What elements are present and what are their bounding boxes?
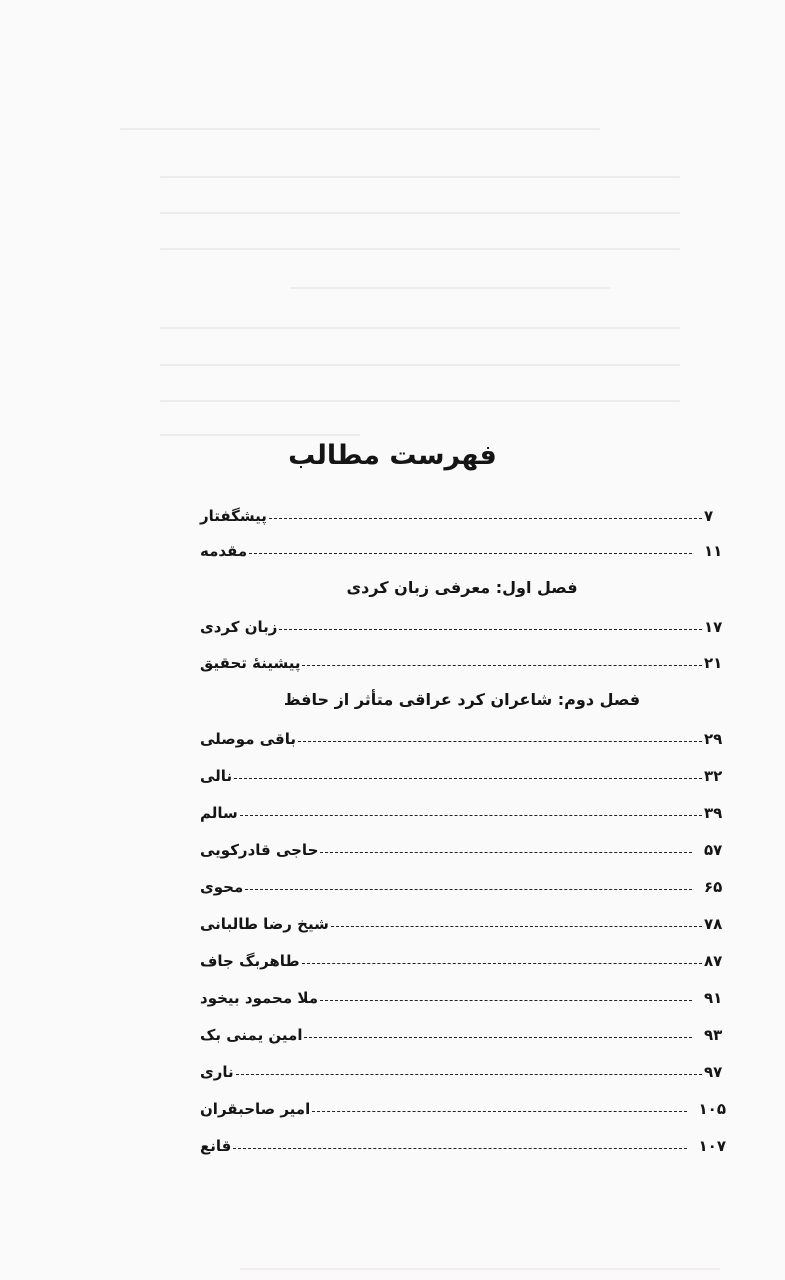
toc-entry-label: ناری xyxy=(200,1063,234,1081)
toc-entry-page: ۹۳ xyxy=(704,1026,723,1044)
toc-entry-label: امیر صاحبقران xyxy=(200,1100,311,1118)
toc-entry-page: ۳۲ xyxy=(704,767,723,785)
bleed-through-line xyxy=(160,212,680,214)
toc-entry-label: پیشگفتار xyxy=(200,507,267,525)
bleed-through-line xyxy=(290,287,610,289)
toc-entry-label: باقی موصلی xyxy=(200,730,296,748)
toc-entry-label: طاهربگ جاف xyxy=(200,952,300,970)
toc-entry xyxy=(198,945,726,977)
dotted-leader xyxy=(245,889,692,890)
toc-entry-page: ۱۷ xyxy=(704,618,723,636)
dotted-leader xyxy=(279,629,702,630)
toc-entry-page: ۷۸ xyxy=(704,915,723,933)
bleed-through-line xyxy=(160,176,680,178)
toc-entry-page: ۵۷ xyxy=(704,841,723,859)
toc-entry-page: ۲۱ xyxy=(704,654,723,672)
toc-entry xyxy=(198,1093,726,1125)
toc-entry-page: ۸۷ xyxy=(704,952,723,970)
toc-entry-page: ۹۱ xyxy=(704,989,723,1007)
toc-entry xyxy=(198,871,726,903)
dotted-leader xyxy=(331,926,702,927)
toc-entry-label: شیخ رضا طالبانی xyxy=(200,915,329,933)
toc-entry-label: قانع xyxy=(200,1137,232,1155)
toc-entry xyxy=(198,834,726,866)
dotted-leader xyxy=(249,553,692,554)
page-title: فهرست مطالب xyxy=(288,440,497,471)
toc-entry-page: ۳۹ xyxy=(704,804,723,822)
bleed-through-line xyxy=(120,128,600,130)
toc-entry xyxy=(198,647,726,679)
toc-entry xyxy=(198,982,726,1014)
toc-entry-page: ۲۹ xyxy=(704,730,723,748)
dotted-leader xyxy=(302,963,702,964)
bleed-through-line xyxy=(240,1268,720,1270)
toc-entry xyxy=(198,611,726,643)
bleed-through-line xyxy=(160,364,680,366)
dotted-leader xyxy=(298,741,702,742)
toc-entry xyxy=(198,723,726,755)
bleed-through-line xyxy=(160,434,360,436)
bleed-through-line xyxy=(160,327,680,329)
dotted-leader xyxy=(234,778,702,779)
dotted-leader xyxy=(302,665,702,666)
toc-entry-label: مقدمه xyxy=(200,542,248,560)
toc-entry xyxy=(198,1019,726,1051)
toc-entry-page: ۹۷ xyxy=(704,1063,723,1081)
toc-entry xyxy=(198,1130,726,1162)
toc-entry xyxy=(198,760,726,792)
toc-entry-label: محوی xyxy=(200,878,244,896)
toc-entry xyxy=(198,500,726,532)
toc-entry-page: ۱۰۷ xyxy=(698,1137,726,1155)
toc-entry-label: امین یمنی بک xyxy=(200,1026,303,1044)
toc-entry-page: ۱۱ xyxy=(704,542,723,560)
toc-entry xyxy=(198,535,726,567)
chapter-heading: فصل اول: معرفی زبان کردی xyxy=(346,578,578,597)
toc-entry-label: نالی xyxy=(200,767,233,785)
bleed-through-line xyxy=(160,400,680,402)
toc-entry-label: حاجی قادرکویی xyxy=(200,841,319,859)
dotted-leader xyxy=(304,1037,692,1038)
toc-entry-page: ۶۵ xyxy=(704,878,723,896)
bleed-through-line xyxy=(160,248,680,250)
toc-entry xyxy=(198,908,726,940)
dotted-leader xyxy=(269,518,702,519)
dotted-leader xyxy=(320,1000,692,1001)
toc-entry-label: سالم xyxy=(200,804,238,822)
toc-entry xyxy=(198,797,726,829)
toc-entry-page: ۷ xyxy=(704,507,714,525)
dotted-leader xyxy=(240,815,702,816)
dotted-leader xyxy=(233,1148,686,1149)
dotted-leader xyxy=(236,1074,702,1075)
dotted-leader xyxy=(320,852,692,853)
toc-entry-label: زبان کردی xyxy=(200,618,278,636)
toc-entry-label: ملا محمود بیخود xyxy=(200,989,319,1007)
toc-entry-page: ۱۰۵ xyxy=(698,1100,726,1118)
chapter-heading: فصل دوم: شاعران کرد عراقی متأثر از حافظ xyxy=(283,690,641,709)
dotted-leader xyxy=(312,1111,686,1112)
toc-entry-label: پیشینهٔ تحقیق xyxy=(200,654,301,672)
toc-entry xyxy=(198,1056,726,1088)
